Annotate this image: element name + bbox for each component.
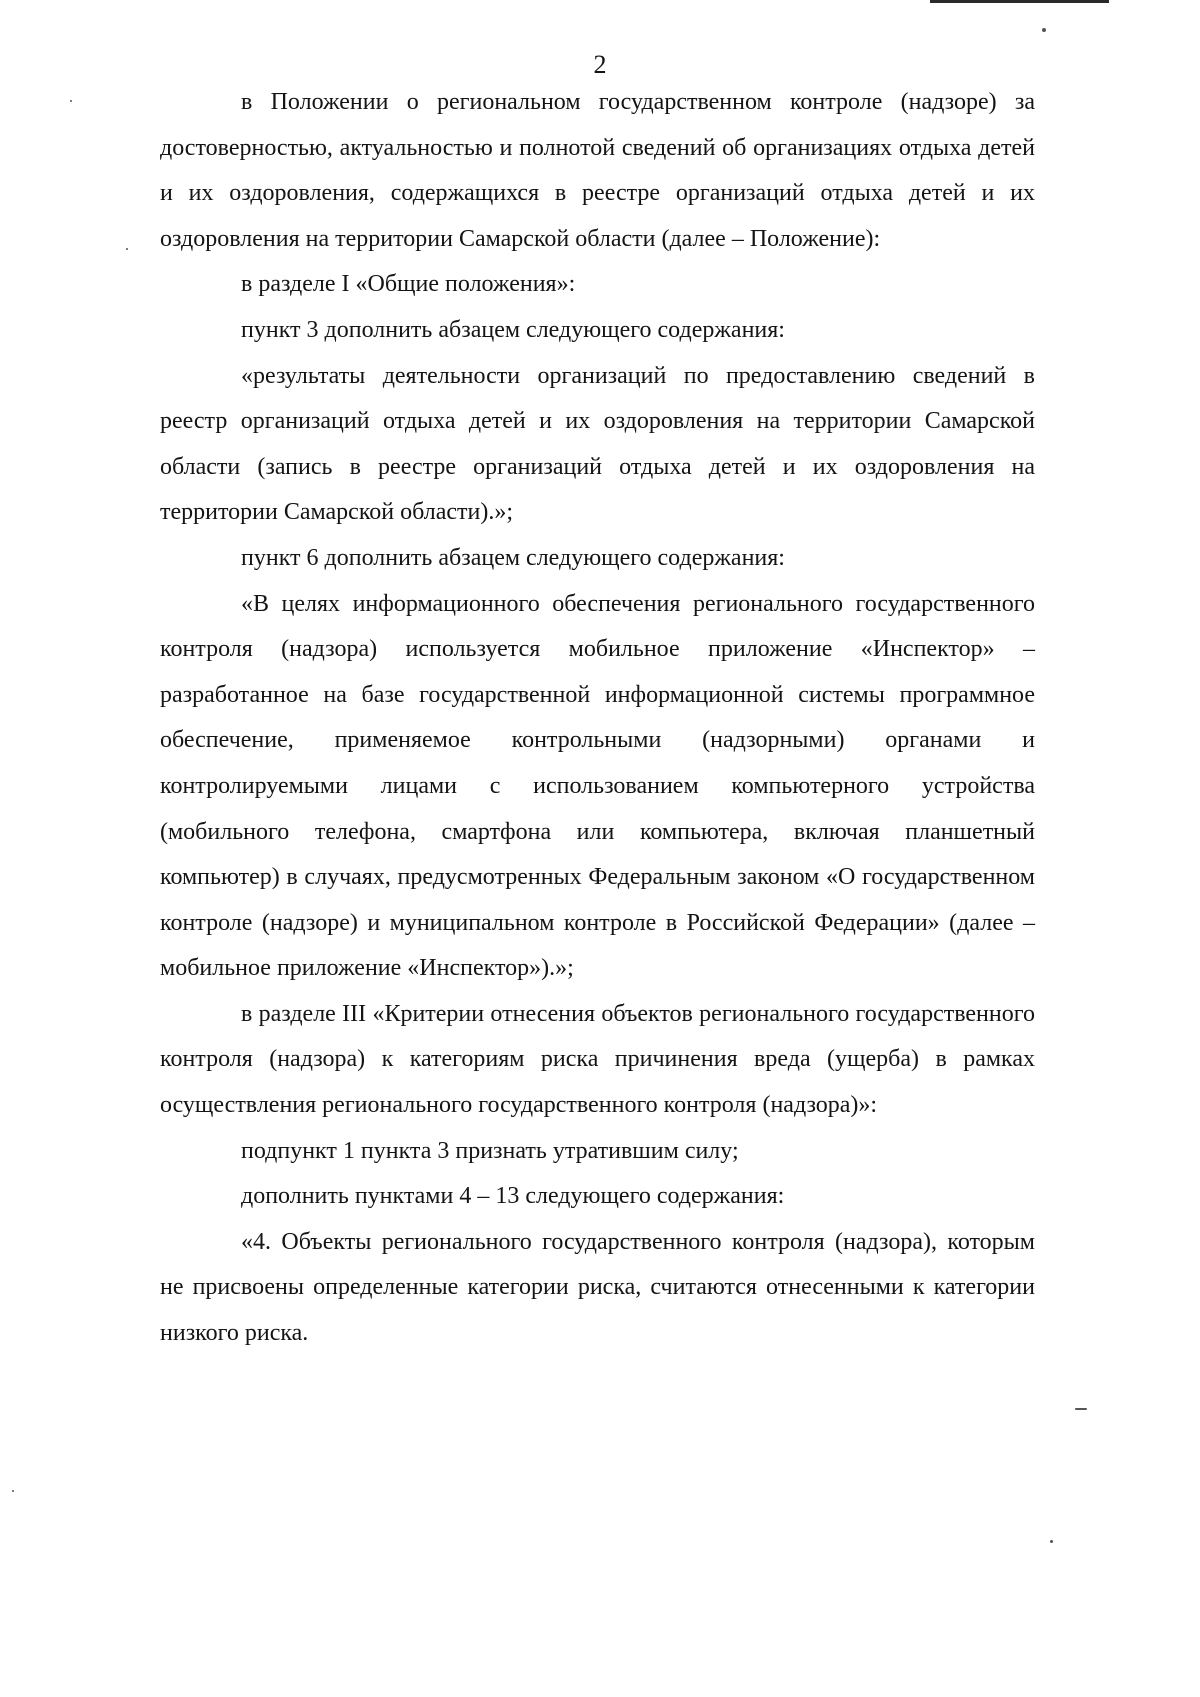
document-body <box>160 80 1035 1357</box>
scan-speck <box>1075 1408 1087 1410</box>
paragraph: пункт 6 дополнить абзацем следующего содержания: <box>241 544 785 571</box>
paragraph: в разделе III «Критерии отнесения объектов регионального государственного контроля (надзора) к категориям риска причинения вреда (ущерба) в рамках осуществления регионального государственного контроля (надзора)»: <box>160 1000 1035 1119</box>
paragraph: «результаты деятельности организаций по предоставлению сведений в реестр организаций отдыха детей и их оздоровления на территории Самарской области (запись в реестре организаций отдыха детей и их оздоровления на территории Самарской области).»; <box>160 362 1035 526</box>
scan-speck <box>126 248 128 250</box>
paragraph: «4. Объекты регионального государственного контроля (надзора), которым не присвоены определенные категории риска, считаются отнесенными к категории низкого риска. <box>160 1228 1035 1347</box>
paragraph: в Положении о региональном государственном контроле (надзоре) за достоверностью, актуальностью и полнотой сведений об организациях отдыха детей и их оздоровления, содержащихся в реестре организаций отдыха детей и их оздоровления на территории Самарской области (далее – Положение): <box>160 89 1035 252</box>
top-edge-line <box>930 0 1109 3</box>
paragraph: «В целях информационного обеспечения регионального государственного контроля (надзора) используется мобильное приложение «Инспектор» – разработанное на базе государственной информационной системы программное обеспечение, применяемое контрольными (надзорными) органами и контролируемыми лицами с использованием компьютерного устройства (мобильного телефона, смартфона или компьютера, включая планшетный компьютер) в случаях, предусмотренных Федеральным законом «О государственном контроле (надзоре) и муниципальном контроле в Российской Федерации» (далее – мобильное приложение «Инспектор»).»; <box>160 590 1035 982</box>
paragraph: в разделе I «Общие положения»: <box>241 271 576 298</box>
scan-speck <box>12 1490 14 1492</box>
scan-speck <box>1050 1540 1053 1543</box>
page-number: 2 <box>593 50 607 79</box>
paragraph: дополнить пунктами 4 – 13 следующего содержания: <box>241 1183 785 1210</box>
scan-speck <box>1042 28 1046 32</box>
paragraph: пункт 3 дополнить абзацем следующего содержания: <box>241 316 785 343</box>
paragraph: подпункт 1 пункта 3 признать утратившим силу; <box>241 1137 739 1164</box>
scan-speck <box>70 100 72 102</box>
